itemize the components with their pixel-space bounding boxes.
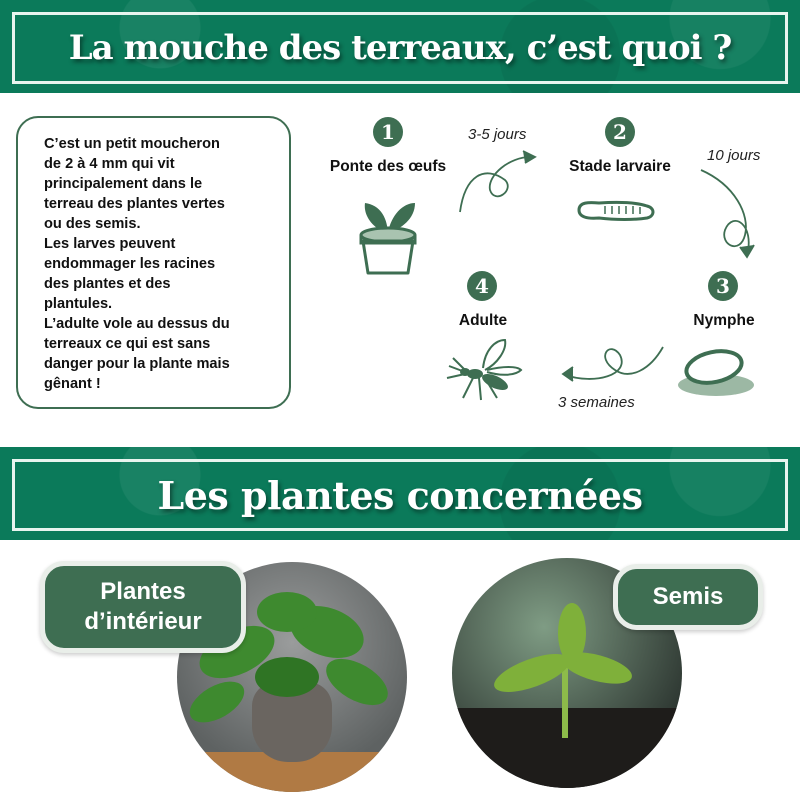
label-seedlings <box>613 564 763 630</box>
stage-number-2: 2 <box>605 117 635 147</box>
section-band <box>0 447 800 540</box>
description-line: Les larves peuvent <box>44 236 176 252</box>
label-line: Semis <box>652 583 724 610</box>
description-line: L’adulte vole au dessus du <box>44 316 230 332</box>
stage-label-1: Ponte des œufs <box>329 158 447 175</box>
duration-label-2: 10 jours <box>707 147 761 164</box>
description-line: danger pour la plante mais <box>44 356 230 372</box>
header-band <box>0 0 800 93</box>
stage-number-1: 1 <box>373 117 403 147</box>
label-houseplants <box>40 561 246 653</box>
lifecycle-arrows <box>455 145 755 395</box>
description-line: plantules. <box>44 296 113 312</box>
label-line: d’intérieur <box>84 608 202 635</box>
description-line: terreaux ce qui est sans <box>44 336 211 352</box>
description-line: principalement dans le <box>44 176 203 192</box>
section-frame <box>12 459 788 531</box>
description-line: gênant ! <box>44 376 101 392</box>
label-line: Plantes <box>100 578 186 605</box>
description-line: des plantes et des <box>44 276 171 292</box>
stage-number-4: 4 <box>467 271 497 301</box>
stage-label-3: Nymphe <box>693 312 755 329</box>
description-line: ou des semis. <box>44 216 141 232</box>
description-line: terreau des plantes vertes <box>44 196 225 212</box>
plant-pot-icon <box>355 195 421 277</box>
section-title: Les plantes concernées <box>157 472 643 518</box>
duration-label-1: 3-5 jours <box>468 126 527 143</box>
header-frame <box>12 12 788 84</box>
stage-label-2: Stade larvaire <box>569 158 671 175</box>
description-box <box>16 116 291 409</box>
description-line: C’est un petit moucheron <box>44 136 220 152</box>
page-title: La mouche des terreaux, c’est quoi ? <box>68 28 732 68</box>
duration-label-3: 3 semaines <box>558 394 635 411</box>
description-line: endommager les racines <box>44 256 216 272</box>
description-line: de 2 à 4 mm qui vit <box>44 156 175 172</box>
stage-label-4: Adulte <box>458 312 508 329</box>
stage-number-3: 3 <box>708 271 738 301</box>
